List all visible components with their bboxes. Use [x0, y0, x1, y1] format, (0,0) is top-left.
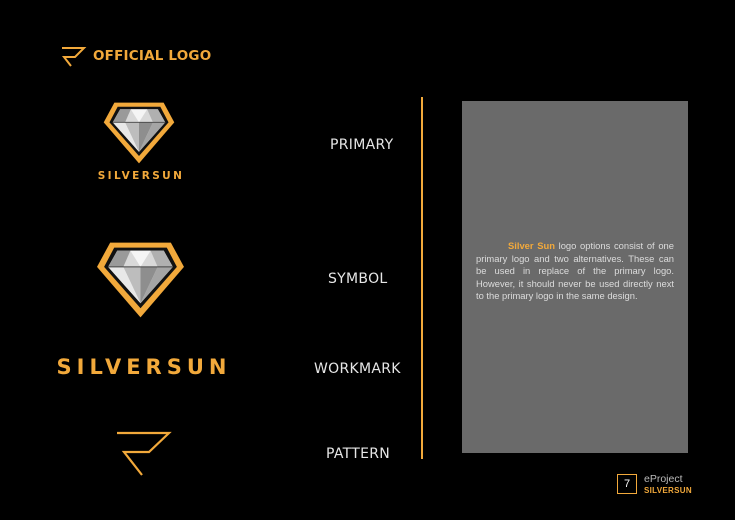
- diamond-symbol-icon: [95, 240, 186, 320]
- description-body: logo options consist of one primary logo and two alternatives. These can be used in replace of the primary logo. However, it should never be used directly next to the primary logo in the same design.: [476, 240, 674, 302]
- pattern-s-icon: [114, 430, 172, 478]
- page-number: 7: [617, 474, 637, 494]
- diamond-logo-icon: [102, 101, 176, 165]
- brand-name-small: SILVERSUN: [97, 170, 185, 182]
- footer-project-label: eProject: [644, 473, 683, 485]
- label-primary: PRIMARY: [330, 137, 394, 153]
- vertical-divider: [421, 97, 423, 459]
- description-text: [476, 240, 674, 303]
- footer-brand: SILVERSUN: [644, 486, 692, 495]
- pattern-s-icon: [59, 45, 87, 69]
- label-pattern: PATTERN: [326, 446, 391, 462]
- description-highlight: Silver Sun: [508, 240, 555, 251]
- label-symbol: SYMBOL: [328, 271, 388, 287]
- label-wordmark: WORKMARK: [314, 361, 401, 377]
- page-title: OFFICIAL LOGO: [93, 48, 212, 64]
- wordmark-logo: SILVERSUN: [56, 355, 232, 379]
